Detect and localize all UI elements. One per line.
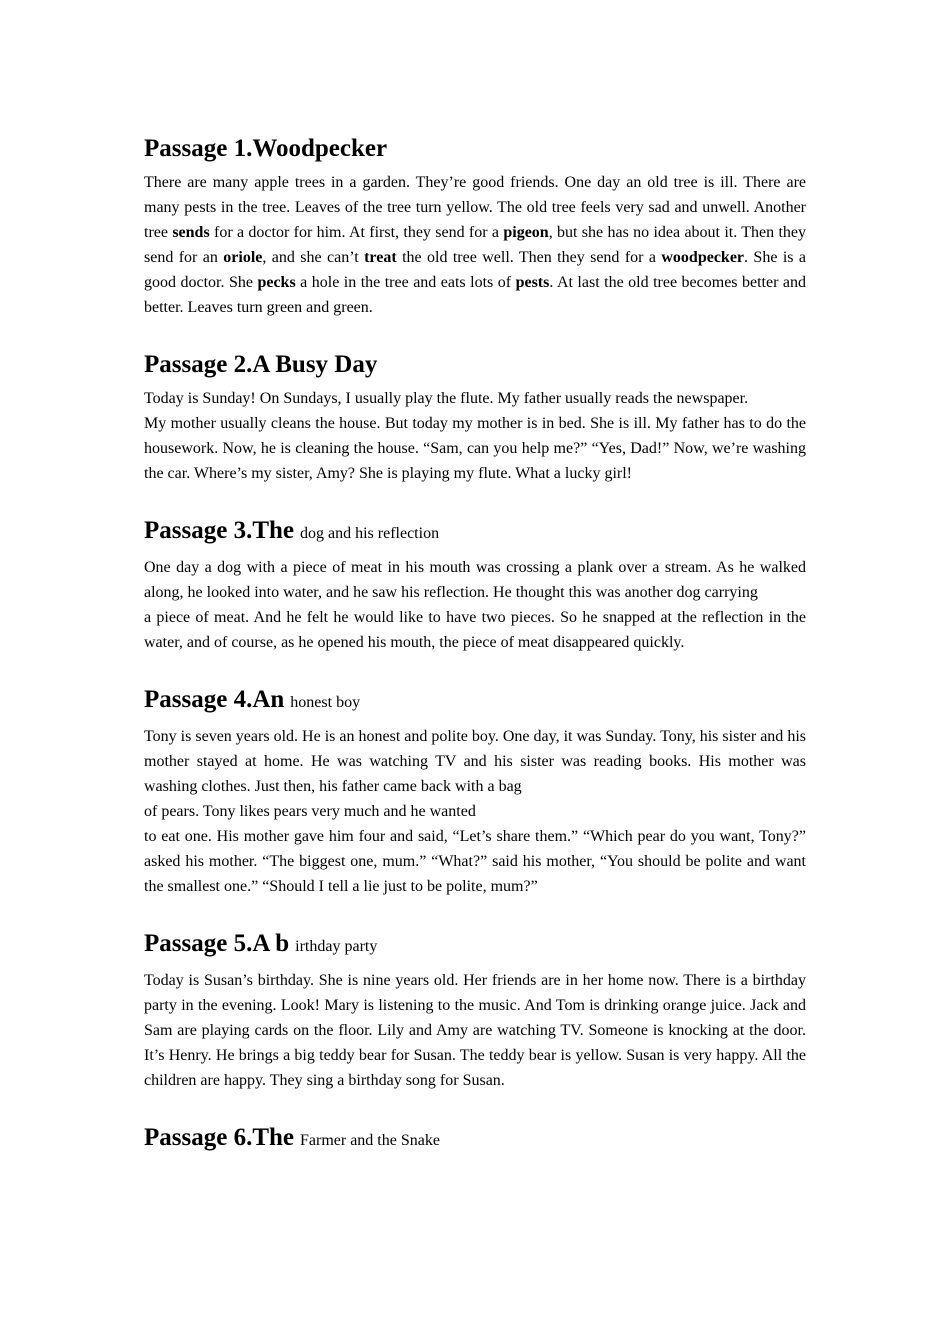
- text-run: for a doctor for him. At first, they send for a: [209, 224, 504, 241]
- passage-body: [144, 555, 806, 655]
- passage-spacer: [144, 320, 806, 348]
- bold-word: sends: [172, 224, 210, 241]
- passage-heading-rest: irthday party: [295, 938, 378, 955]
- passage-heading-main: Passage 2.A Busy Day: [144, 351, 378, 378]
- text-run: a piece of meat. And he felt he would like to have two pieces. So he snapped at the reflection in the water, and of course, as he opened his mouth, the piece of meat disappeared quickly.: [144, 609, 806, 651]
- passage-heading-main: Passage 3.The: [144, 517, 294, 544]
- passage-6: [144, 1121, 806, 1158]
- text-run: My mother usually cleans the house. But today my mother is in bed. She is ill. My father has to do the housework. Now, he is cleaning the house. “Sam, can you help me?” “Yes, Dad!” Now, we’re washing the car. Where’s my sister, Amy? She is playing my flute. What a lucky girl!: [144, 415, 806, 482]
- paragraph: [144, 799, 806, 824]
- text-run: Today is Susan’s birthday. She is nine years old. Her friends are in her home now. There is a birthday party in the evening. Look! Mary is listening to the music. And Tom is drinking orange juice. Jack and Sam are playing cards on the floor. Lily and Amy are watching TV. Someone is knocking at the door. It’s Henry. He brings a big teddy bear for Susan. The teddy bear is yellow. Susan is very happy. All the children are happy. They sing a birthday song for Susan.: [144, 972, 806, 1089]
- passage-body: [144, 170, 806, 320]
- passage-heading-main: Passage 1.Woodpecker: [144, 135, 388, 162]
- paragraph: [144, 824, 806, 899]
- bold-word: pecks: [257, 274, 296, 291]
- text-run: There are many apple trees in a garden. They’re good friends. One day an old tree is ill. There are many pests in the tree. Leaves of the tree turn yellow. The old tree feels very sad and unwell. Another tree: [144, 174, 806, 241]
- passage-body: [144, 968, 806, 1093]
- text-run: Today is Sunday! On Sundays, I usually play the flute. My father usually reads the newspaper.: [144, 390, 749, 407]
- passage-spacer: [144, 486, 806, 514]
- passage-heading: [144, 514, 806, 551]
- passage-3: [144, 514, 806, 655]
- passage-heading: [144, 348, 806, 382]
- text-run: . At last the old tree becomes better and better. Leaves turn green and green.: [144, 274, 807, 316]
- bold-word: pigeon: [503, 224, 549, 241]
- passage-heading-rest: honest boy: [290, 694, 361, 711]
- paragraph: [144, 411, 806, 486]
- passage-1: [144, 132, 806, 320]
- text-run: of pears. Tony likes pears very much and he wanted: [144, 803, 476, 820]
- bold-word: oriole: [223, 249, 263, 266]
- passage-heading-main: Passage 4.An: [144, 686, 285, 713]
- paragraph: [144, 555, 806, 605]
- passage-spacer: [144, 655, 806, 683]
- passage-heading-main: Passage 6.The: [144, 1124, 294, 1151]
- paragraph: [144, 386, 806, 411]
- text-run: Tony is seven years old. He is an honest and polite boy. One day, it was Sunday. Tony, his sister and his mother stayed at home. He was watching TV and his sister was reading books. His mother was washing clothes. Just then, his father came back with a bag: [144, 728, 806, 795]
- passage-heading-main: Passage 5.A b: [144, 930, 290, 957]
- paragraph: [144, 724, 806, 799]
- paragraph: [144, 605, 806, 655]
- bold-word: treat: [364, 249, 397, 266]
- text-run: , but she has no idea about it. Then they send for an: [144, 224, 807, 266]
- paragraph: [144, 968, 806, 1093]
- document-page: [144, 132, 806, 1158]
- passage-heading: [144, 683, 806, 720]
- bold-word: woodpecker: [661, 249, 745, 266]
- passage-4: [144, 683, 806, 899]
- passage-body: [144, 386, 806, 486]
- passage-spacer: [144, 899, 806, 927]
- passage-2: [144, 348, 806, 486]
- passage-heading: [144, 1121, 806, 1158]
- text-run: . She is a good doctor. She: [144, 249, 806, 291]
- passage-heading: [144, 132, 806, 166]
- text-run: the old tree well. Then they send for a: [396, 249, 662, 266]
- passage-body: [144, 724, 806, 899]
- text-run: a hole in the tree and eats lots of: [295, 274, 516, 291]
- text-run: , and she can’t: [262, 249, 365, 266]
- passage-spacer: [144, 1093, 806, 1121]
- text-run: to eat one. His mother gave him four and said, “Let’s share them.” “Which pear do you want, Tony?” asked his mother. “The biggest one, mum.” “What?” said his mother, “You should be polite and want the smallest one.” “Should I tell a lie just to be polite, mum?”: [144, 828, 806, 895]
- passage-heading-rest: dog and his reflection: [300, 525, 440, 542]
- bold-word: pests: [515, 274, 550, 291]
- text-run: One day a dog with a piece of meat in his mouth was crossing a plank over a stream. As he walked along, he looked into water, and he saw his reflection. He thought this was another dog carrying: [144, 559, 806, 601]
- paragraph: [144, 170, 806, 320]
- passage-heading: [144, 927, 806, 964]
- passage-heading-rest: Farmer and the Snake: [300, 1132, 440, 1149]
- passage-5: [144, 927, 806, 1093]
